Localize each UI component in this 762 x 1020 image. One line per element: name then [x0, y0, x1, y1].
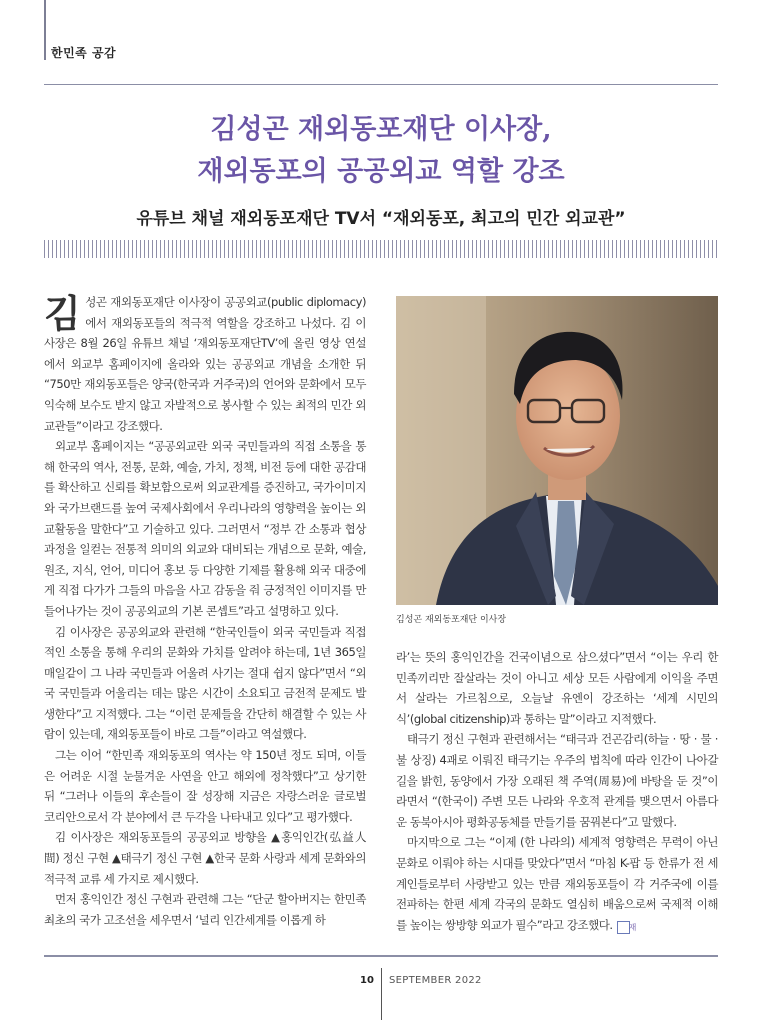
drop-cap: 김	[44, 292, 81, 336]
footer-rule	[44, 955, 718, 957]
paragraph: 김 이사장은 재외동포들의 공공외교 방향을 ▲홍익인간(弘益人間) 정신 구현 ▲태극기 정신 구현 ▲한국 문화 사랑과 세계 문화와의 적극적 교류 세 가지로 제시했다.	[44, 830, 366, 886]
paragraph: 태극기 정신 구현과 관련해서는 “태극과 건곤감리(하늘 · 땅 · 물 · 불 상징) 4괘로 이뤄진 태극기는 우주의 법칙에 따라 인간이 나아갈 길을 밝힌, 동양에서 가장 오래된 책 주역(周易)에 바탕을 둔 것”이라면서 “(한국이) 주변 모든 나라와 우호적 관계를 맺으면서 아름다운 동북아시아 평화공동체를 만들기를 꿈꿔본다”고 말했다.	[396, 732, 718, 829]
article-title-line-2: 재외동포의 공공외교 역할 강조	[197, 156, 565, 187]
page-number: 10	[360, 975, 374, 986]
article-column-left	[44, 292, 366, 930]
paragraph: 먼저 홍익인간 정신 구현과 관련해 그는 “단군 할아버지는 한민족 최초의 국가 고조선을 세우면서 ‘널리 인간세계를 이롭게 하	[44, 892, 366, 927]
paragraph-text: 성곤 재외동포재단 이사장이 공공외교(public diplomacy)에서 재외동포들의 적극적 역할을 강조하고 나섰다. 김 이사장은 8월 26일 유튜브 채널 ‘재외동포재단TV’에 올린 영상 연설에서 외교부 홈페이지에 올라와 있는 공공외교 개념을 소개한 뒤 “750만 재외동포들은 양국(한국과 거주국)의 언어와 문화에서 모두 익숙해 보수도 받지 않고 자발적으로 봉사할 수 있는 최적의 민간 외교관들”이라고 강조했다.	[44, 295, 366, 433]
hatched-divider	[44, 240, 718, 258]
paragraph: 외교부 홈페이지는 “공공외교란 외국 국민들과의 직접 소통을 통해 한국의 역사, 전통, 문화, 예술, 가치, 정책, 비전 등에 대한 공감대를 확산하고 신뢰를 확보함으로써 외교관계를 증진하고, 국가이미지와 국가브랜드를 높여 국제사회에서 우리나라의 영향력을 높이는 외교활동을 말한다”고 기술하고 있다. 그러면서 “정부 간 소통과 협상 과정을 일컫는 전통적 의미의 외교와 대비되는 개념으로 문화, 예술, 원조, 지식, 언어, 미디어 홍보 등 다양한 기제를 활용해 외국 대중에게 직접 다가가 그들의 마음을 사고 감동을 줘 긍정적인 이미지를 만들어나가는 것이 공공외교의 기본 콘셉트”라고 설명하고 있다.	[44, 439, 366, 618]
issue-label: SEPTEMBER 2022	[389, 975, 482, 986]
portrait-illustration	[396, 296, 718, 605]
paragraph-intro	[44, 292, 366, 436]
article-title-line-1: 김성곤 재외동포재단 이사장,	[210, 114, 552, 145]
paragraph-last	[396, 832, 718, 935]
header-rule	[44, 84, 718, 85]
paragraph-text: 마지막으로 그는 “이제 (한 나라의) 세계적 영향력은 무력이 아닌 문화로 이뤄야 하는 시대를 맞았다”면서 “마침 K-팝 등 한류가 전 세계인들로부터 사랑받고 있는 만큼 재외동포들이 각 거주국에 이를 전파하는 한편 세계 각국의 문화도 열심히 배움으로써 국제적 이해를 높이는 쌍방향 외교가 필수”라고 강조했다.	[396, 835, 718, 932]
paragraph-continued: 라’는 뜻의 홍익인간을 건국이념으로 삼으셨다”면서 “이는 우리 한민족끼리만 잘살라는 것이 아니고 세상 모든 사람에게 이익을 주면서 살라는 가르침으로, 오늘날 유엔이 강조하는 ‘세계 시민의식’(global citizenship)과 통하는 말”이라고 지적했다.	[396, 650, 718, 726]
section-label: 한민족 공감	[51, 46, 117, 60]
footer-separator	[381, 968, 382, 1020]
top-vertical-rule	[44, 0, 46, 60]
photo-caption: 김성곤 재외동포재단 이사장	[396, 615, 507, 625]
paragraph: 김 이사장은 공공외교와 관련해 “한국인들이 외국 국민들과 직접적인 소통을 통해 우리의 문화와 가치를 알려야 하는데, 1년 365일 매일같이 그 나라 국민들과 어울려 사기는 절대 쉽지 않다”면서 “외국 국민들과 어울리는 데는 많은 시간이 소요되고 금전적 문제도 발생한다”고 지적했다. 그는 “이런 문제들을 간단히 해결할 수 있는 사람이 있는데, 재외동포들이 바로 그들”이라고 역설했다.	[44, 624, 366, 742]
portrait-photo	[396, 296, 718, 605]
end-mark-icon: 재	[617, 921, 630, 934]
paragraph: 그는 이어 “한민족 재외동포의 역사는 약 150년 정도 되며, 이들은 어려운 시절 눈물겨운 사연을 안고 해외에 정착했다”고 상기한 뒤 “그러나 이들의 후손들이 잘 성장해 지금은 자랑스러운 글로벌 코리안으로서 각 분야에서 큰 두각을 나타내고 있다”고 평가했다.	[44, 748, 366, 824]
article-column-right	[396, 647, 718, 935]
article-subtitle: 유튜브 채널 재외동포재단 TV서 “재외동포, 최고의 민간 외교관”	[136, 209, 626, 229]
